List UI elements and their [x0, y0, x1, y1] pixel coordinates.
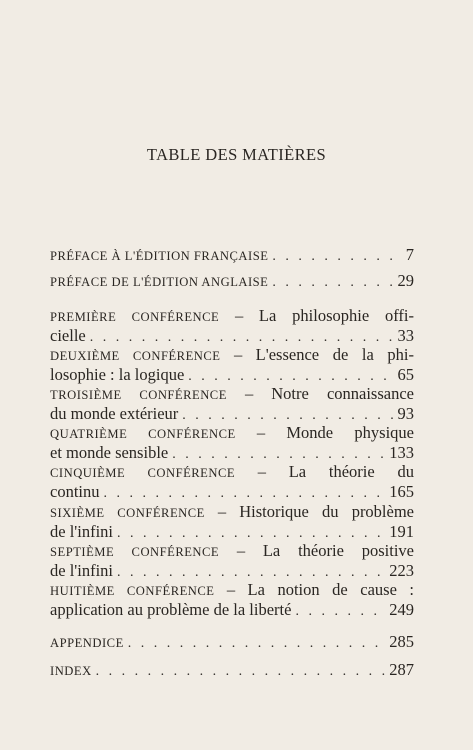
- page-number: 29: [397, 271, 414, 290]
- entry-dash: –: [256, 423, 266, 442]
- dot-leader: [272, 247, 394, 267]
- entry-label: QUATRIÈME CONFÉRENCE: [50, 427, 236, 441]
- entry-dash: –: [244, 384, 254, 403]
- page-number: 33: [397, 326, 414, 345]
- entry-label: PRÉFACE À L'ÉDITION FRANÇAISE: [50, 249, 269, 263]
- dot-leader: [295, 602, 385, 622]
- entry-text-line1: Notre connaissance: [271, 384, 414, 403]
- entry-text-line2: du monde extérieur: [50, 404, 179, 423]
- toc-entry-appendice: [50, 632, 414, 652]
- entry-dash: –: [226, 580, 236, 599]
- toc-entry-conference-1: [50, 306, 414, 346]
- page-number: 249: [389, 600, 414, 619]
- entry-text-line2: de l'infini: [50, 561, 114, 580]
- entry-label: SIXIÈME CONFÉRENCE: [50, 506, 205, 520]
- page-number: 65: [397, 365, 414, 384]
- toc-entry-conference-3: [50, 384, 414, 424]
- entry-dash: –: [234, 306, 244, 325]
- entry-label: APPENDICE: [50, 636, 124, 650]
- page-number: 191: [389, 522, 414, 541]
- entry-label: DEUXIÈME CONFÉRENCE: [50, 349, 221, 363]
- entry-text-line1: La théorie positive: [262, 541, 415, 560]
- entry-label: SEPTIÈME CONFÉRENCE: [50, 545, 220, 559]
- page-number: 165: [389, 482, 414, 501]
- dot-leader: [96, 662, 386, 682]
- toc-entry-preface-anglaise: [50, 271, 414, 291]
- page-number: 7: [405, 245, 414, 264]
- entry-text-line2: cielle: [50, 326, 86, 345]
- dot-leader: [104, 484, 386, 504]
- entry-text-line1: Monde physique: [286, 423, 414, 442]
- dot-leader: [128, 634, 385, 654]
- entry-text-line2: et monde sensible: [50, 443, 169, 462]
- page-number: 285: [389, 632, 414, 651]
- entry-dash: –: [233, 345, 243, 364]
- entry-text-line1: L'essence de la phi-: [255, 345, 414, 364]
- page-number: 133: [389, 443, 414, 462]
- toc-entry-index: [50, 660, 414, 680]
- toc-entry-conference-2: [50, 345, 414, 385]
- entry-text-line1: La théorie du: [288, 462, 415, 481]
- entry-text-line2: continu: [50, 482, 100, 501]
- entry-label: CINQUIÈME CONFÉRENCE: [50, 466, 236, 480]
- entry-label: PREMIÈRE CONFÉRENCE: [50, 310, 220, 324]
- entry-label: INDEX: [50, 664, 92, 678]
- entry-text-line1: La philosophie offi-: [258, 306, 415, 325]
- entry-text-line1: Historique du problème: [239, 502, 414, 521]
- entry-label: TROISIÈME CONFÉRENCE: [50, 388, 227, 402]
- toc-entry-conference-4: [50, 423, 414, 463]
- page-number: 223: [389, 561, 414, 580]
- dot-leader: [272, 273, 393, 293]
- entry-text-line2: application au problème de la liberté: [50, 600, 292, 619]
- toc-entry-conference-7: [50, 541, 414, 581]
- toc-entry-conference-6: [50, 502, 414, 542]
- entry-label: PRÉFACE DE L'ÉDITION ANGLAISE: [50, 275, 269, 289]
- page-number: 93: [397, 404, 414, 423]
- entry-text-line2: de l'infini: [50, 522, 114, 541]
- page-title: TABLE DES MATIÈRES: [146, 145, 327, 164]
- entry-dash: –: [236, 541, 246, 560]
- entry-dash: –: [257, 462, 266, 481]
- entry-text-line1: La notion de cause :: [247, 580, 414, 599]
- entry-label: HUITIÈME CONFÉRENCE: [50, 584, 215, 598]
- page-number: 287: [389, 660, 414, 679]
- entry-text-line2: losophie : la logique: [50, 365, 185, 384]
- entry-dash: –: [217, 502, 227, 521]
- toc-entry-conference-5: [50, 462, 414, 502]
- toc-entry-conference-8: [50, 580, 414, 620]
- toc-entry-preface-francaise: [50, 245, 414, 265]
